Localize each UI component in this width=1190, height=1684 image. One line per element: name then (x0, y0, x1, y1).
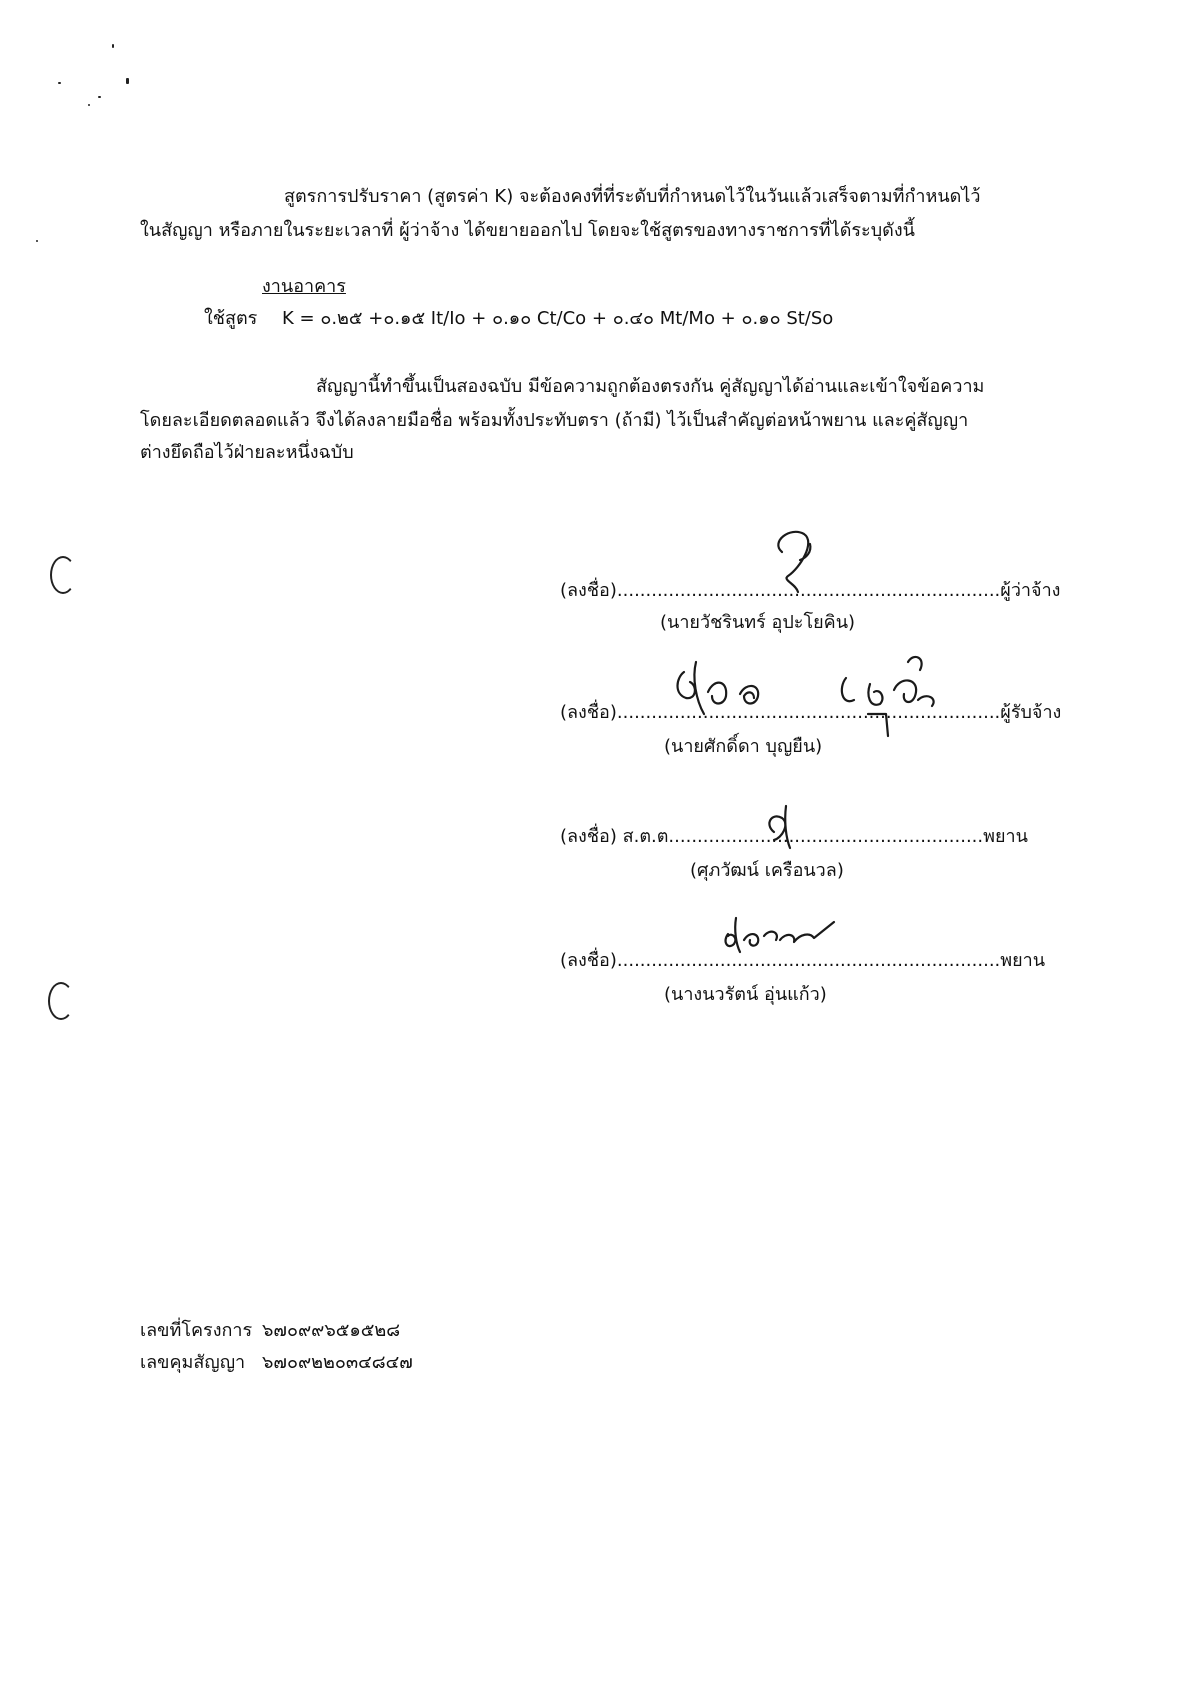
binder-hole-top (50, 556, 76, 594)
scan-speck (126, 78, 129, 84)
signature-role: ผู้รับจ้าง (1000, 702, 1062, 723)
signature-line: ...................................................... (674, 826, 984, 847)
signature-prefix: (ลงชื่อ) (560, 950, 617, 971)
signature-line: ................................................................... (616, 580, 1001, 601)
scan-speck (98, 96, 101, 98)
signature-prefix: (ลงชื่อ) (560, 702, 617, 723)
paragraph-line: สูตรการปรับราคา (สูตรค่า K) จะต้องคงที่ที่ระดับที่กำหนดไว้ในวันแล้วเสร็จตามที่กำหนดไว้ (284, 186, 981, 207)
project-number-value: ๖๗๐๙๙๖๕๑๕๒๘ (262, 1320, 401, 1341)
paragraph-line: ในสัญญา หรือภายในระยะเวลาที่ ผู้ว่าจ้าง ได้ขยายออกไป โดยจะใช้สูตรของทางราชการที่ได้ระบุดังนี้ (140, 220, 915, 241)
signature-role: พยาน (983, 826, 1028, 847)
signature-role: ผู้ว่าจ้าง (1000, 580, 1061, 601)
formula-text: K = ๐.๒๕ +๐.๑๕ It/Io + ๐.๑๐ Ct/Co + ๐.๔๐ Mt/Mo + ๐.๑๐ St/So (282, 308, 834, 329)
contract-number-label: เลขคุมสัญญา (140, 1352, 246, 1373)
binder-hole-bottom (48, 982, 74, 1020)
signer-name: (นางนวรัตน์ อุ่นแก้ว) (664, 984, 827, 1005)
scan-speck (58, 82, 61, 84)
signer-name: (นายศักดิ์ดา บุญยืน) (664, 736, 823, 757)
scan-speck (88, 104, 90, 106)
section-heading: งานอาคาร (262, 276, 346, 297)
paragraph-line: สัญญานี้ทำขึ้นเป็นสองฉบับ มีข้อความถูกต้องตรงกัน คู่สัญญาได้อ่านและเข้าใจข้อความ (316, 376, 985, 397)
signer-name: (นายวัชรินทร์ อุปะโยคิน) (660, 612, 856, 633)
signature-role: พยาน (1000, 950, 1046, 971)
signature-line: ................................................................... (616, 950, 1001, 971)
formula-label: ใช้สูตร (204, 308, 258, 329)
paragraph-line: โดยละเอียดตลอดแล้ว จึงได้ลงลายมือชื่อ พร้อมทั้งประทับตรา (ถ้ามี) ไว้เป็นสำคัญต่อหน้าพยาน และคู่สัญญา (140, 410, 969, 431)
signature-line: ................................................................... (616, 702, 1001, 723)
scan-speck (36, 240, 38, 242)
signer-name: (ศุภวัฒน์ เครือนวล) (690, 860, 844, 881)
signature-prefix: (ลงชื่อ) (560, 580, 617, 601)
project-number-label: เลขที่โครงการ (140, 1320, 253, 1341)
scan-speck (112, 44, 114, 48)
paragraph-line: ต่างยึดถือไว้ฝ่ายละหนึ่งฉบับ (140, 442, 354, 463)
contract-number-value: ๖๗๐๙๒๒๐๓๔๘๔๗ (262, 1352, 413, 1373)
signature-prefix: (ลงชื่อ) ส.ต.ต. (560, 826, 675, 847)
